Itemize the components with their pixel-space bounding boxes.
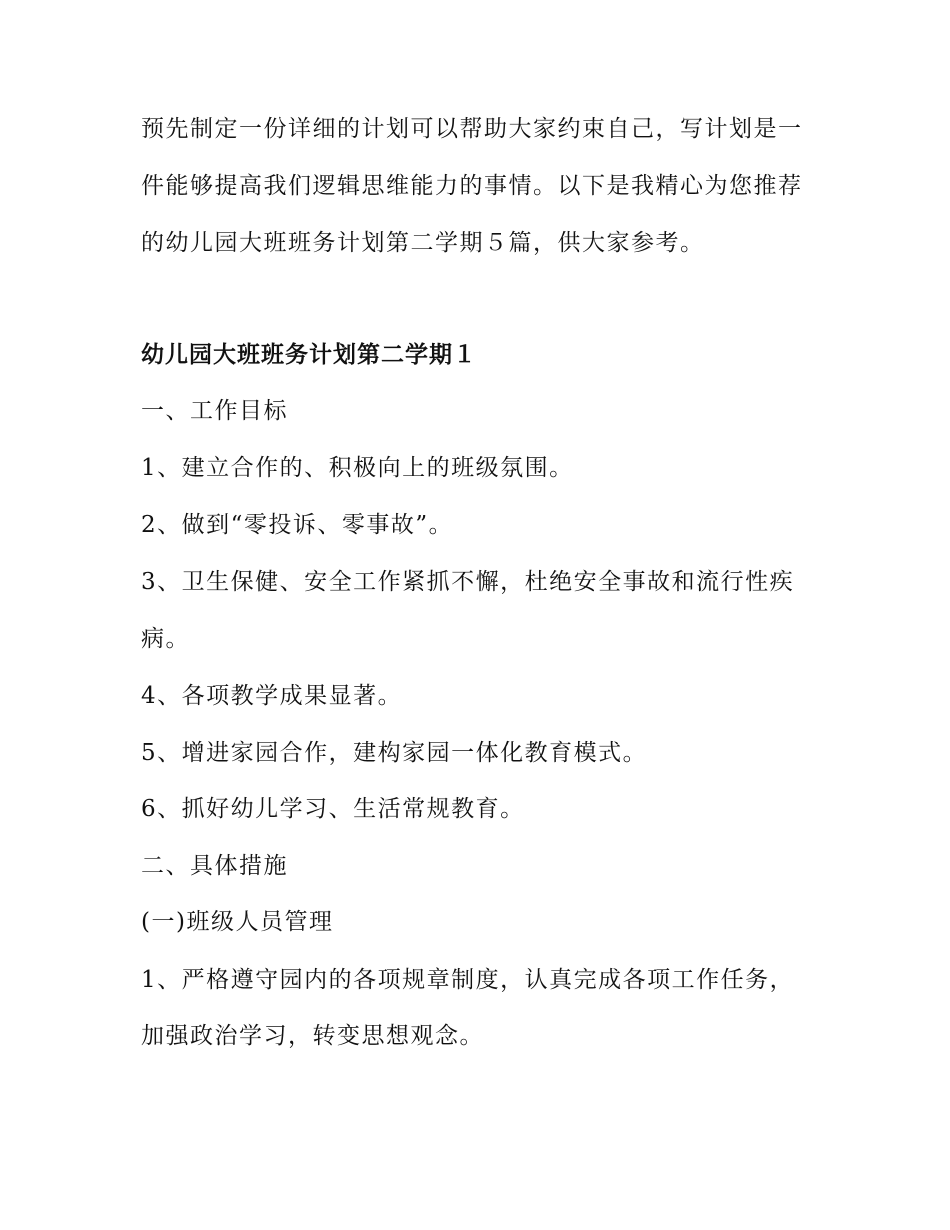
goal-item-3: 3、卫生保健、安全工作紧抓不懈，杜绝安全事故和流行性疾 [141,569,795,595]
measure-item-1: 1、严格遵守园内的各项规章制度，认真完成各项工作任务， [141,967,795,993]
goal-item-1: 1、建立合作的、积极向上的班级氛围。 [141,455,574,481]
goal-item-3-continued: 病。 [141,626,190,652]
intro-line-2: 件能够提高我们逻辑思维能力的事情。以下是我精心为您推荐 [141,173,803,199]
part2-heading: 二、具体措施 [141,853,288,879]
part1-heading: 一、工作目标 [141,398,288,424]
intro-line-1: 预先制定一份详细的计划可以帮助大家约束自己，写计划是一 [141,116,803,142]
goal-item-6: 6、抓好幼儿学习、生活常规教育。 [141,796,525,822]
goal-item-5: 5、增进家园合作，建构家园一体化教育模式。 [141,740,648,766]
goal-item-4: 4、各项教学成果显著。 [141,683,403,709]
intro-line-3: 的幼儿园大班班务计划第二学期５篇，供大家参考。 [141,230,705,256]
section-title: 幼儿园大班班务计划第二学期１ [141,341,477,368]
goal-item-2: 2、做到“零投诉、零事故”。 [141,512,454,538]
subsection-heading: (一)班级人员管理 [141,909,334,935]
measure-item-1-continued: 加强政治学习，转变思想观念。 [141,1023,484,1049]
